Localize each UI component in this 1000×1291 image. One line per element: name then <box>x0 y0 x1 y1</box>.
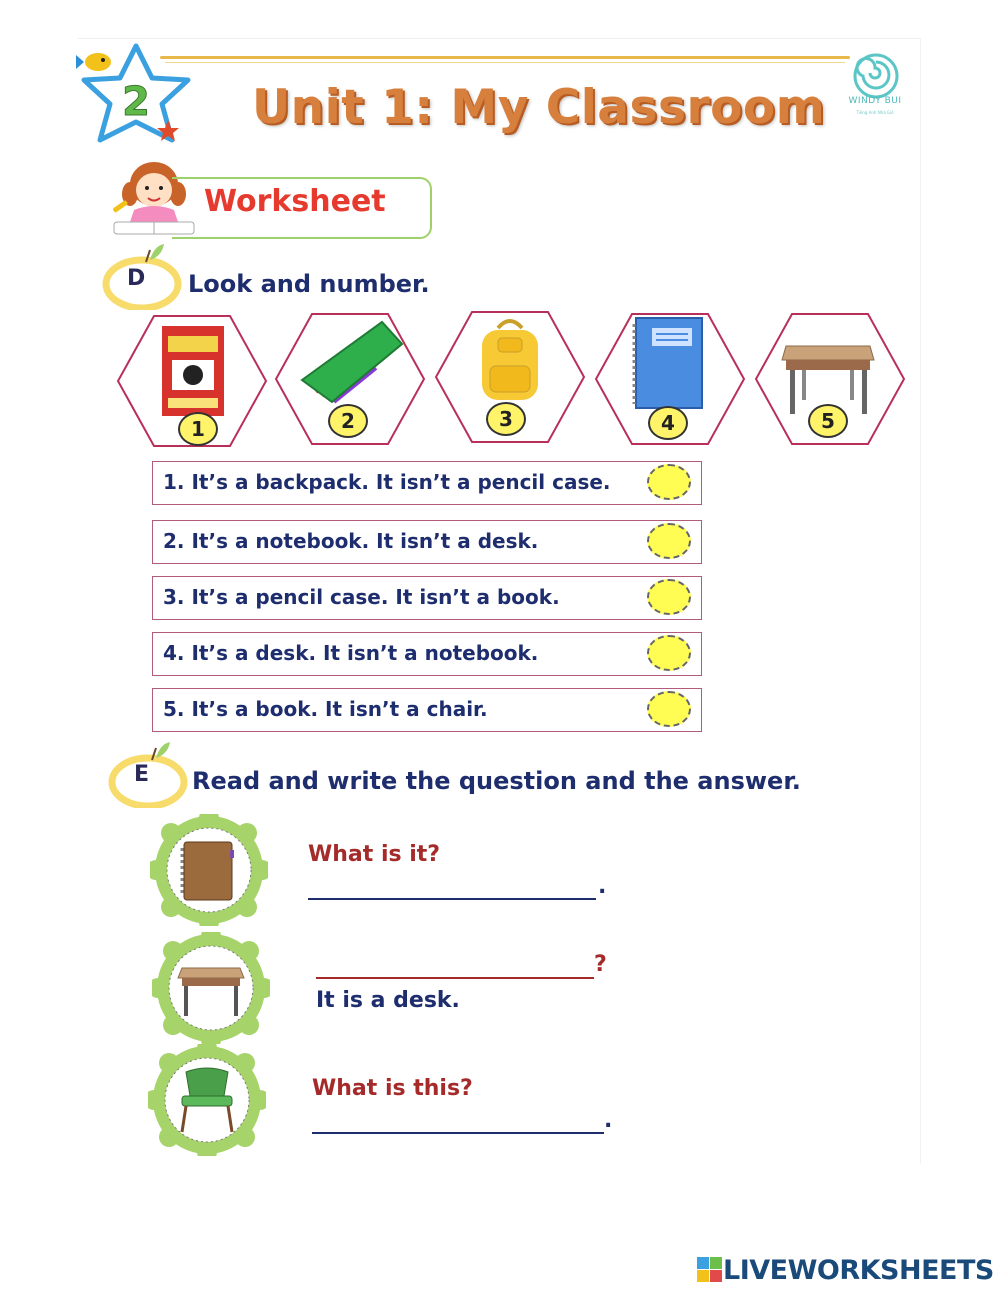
sentence-text-3: 3. It’s a pencil case. It isn’t a book. <box>163 585 560 609</box>
answer-end-3: . <box>604 1108 613 1133</box>
notebook-icon <box>634 318 702 408</box>
fish-icon <box>85 53 111 71</box>
unit-number: 2 <box>122 79 150 125</box>
sentence-row-5 <box>152 688 702 732</box>
sentence-text-2: 2. It’s a notebook. It isn’t a desk. <box>163 529 539 553</box>
sentence-row-1 <box>152 461 702 505</box>
header-rule <box>160 56 850 59</box>
flower-frame-1 <box>150 814 268 926</box>
sentence-row-3 <box>152 576 702 620</box>
windy-bui-logo <box>836 50 916 130</box>
apple-icon-e <box>108 738 194 808</box>
answer-line-1[interactable] <box>308 898 596 900</box>
question-line-2[interactable] <box>316 977 594 979</box>
notebook-icon <box>182 842 234 900</box>
picture-number-2: 2 <box>328 404 368 438</box>
section-letter-e: E <box>134 762 150 787</box>
picture-card-2 <box>272 310 428 448</box>
answer-circle-3[interactable] <box>647 579 691 615</box>
picture-number-3: 3 <box>486 402 526 436</box>
worksheet-label: Worksheet <box>204 184 386 219</box>
sentence-row-2 <box>152 520 702 564</box>
book-icon <box>162 326 224 416</box>
sentence-row-4 <box>152 632 702 676</box>
answer-circle-2[interactable] <box>647 523 691 559</box>
liveworksheets-icon <box>697 1257 723 1283</box>
answer-line-3[interactable] <box>312 1132 604 1134</box>
question-3: What is this? <box>312 1076 473 1101</box>
answer-circle-4[interactable] <box>647 635 691 671</box>
picture-card-3 <box>432 308 588 446</box>
answer-circle-5[interactable] <box>647 691 691 727</box>
header-rule-thin <box>165 62 845 63</box>
flower-frame-3 <box>148 1044 266 1156</box>
question-1: What is it? <box>308 842 441 867</box>
answer-2: It is a desk. <box>316 988 460 1013</box>
flower-frame-2 <box>152 932 270 1044</box>
picture-number-5: 5 <box>808 404 848 438</box>
answer-end-1: . <box>598 874 607 899</box>
logo-subtext: Tiếng Anh Nhà Gió <box>856 110 894 115</box>
logo-text: WINDY BUI <box>848 96 902 106</box>
picture-number-1: 1 <box>178 412 218 446</box>
section-e-instruction: Read and write the question and the answer. <box>192 767 801 795</box>
question-end-2: ? <box>594 952 607 977</box>
liveworksheets-logo[interactable] <box>697 1252 994 1288</box>
picture-card-4 <box>592 310 748 448</box>
unit-star-badge <box>76 40 196 155</box>
section-letter-d: D <box>127 266 146 291</box>
answer-circle-1[interactable] <box>647 464 691 500</box>
backpack-icon <box>482 321 538 400</box>
sentence-text-1: 1. It’s a backpack. It isn’t a pencil case. <box>163 470 611 494</box>
sentence-text-5: 5. It’s a book. It isn’t a chair. <box>163 697 488 721</box>
picture-card-1 <box>114 312 270 450</box>
sentence-text-4: 4. It’s a desk. It isn’t a notebook. <box>163 641 539 665</box>
page-title: Unit 1: My Classroom <box>252 80 826 135</box>
section-d-instruction: Look and number. <box>188 270 430 298</box>
picture-card-5 <box>752 310 908 448</box>
picture-number-4: 4 <box>648 406 688 440</box>
liveworksheets-brand: LIVEWORKSHEETS <box>723 1254 994 1286</box>
